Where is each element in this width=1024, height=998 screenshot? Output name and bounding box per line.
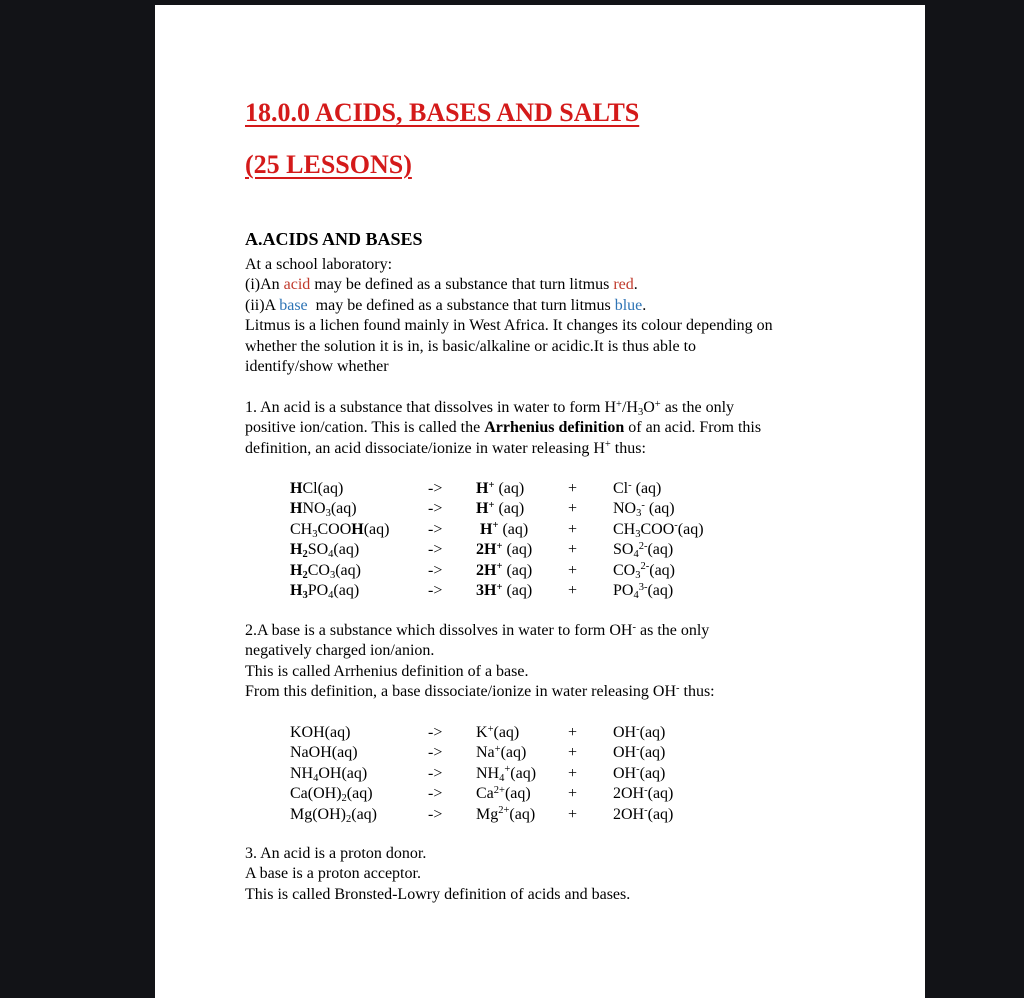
- text-run: (aq): [631, 480, 662, 497]
- equation-cation: [476, 581, 568, 601]
- subscript: 3: [329, 569, 336, 581]
- text-run: (aq): [639, 724, 666, 741]
- subscript: 3: [635, 569, 641, 581]
- text-run: (aq): [363, 520, 390, 538]
- text-run: may be defined as a substance that turn litmus: [310, 276, 614, 294]
- text-run: H: [290, 500, 303, 518]
- text-run: H: [290, 561, 303, 579]
- equation-reactant: [290, 805, 428, 825]
- superscript: +: [496, 561, 503, 573]
- subscript: 2: [341, 793, 347, 805]
- bronsted-lowry-paragraph: [245, 844, 865, 905]
- text-run: KOH(aq): [290, 724, 351, 741]
- text-run: OH: [613, 724, 637, 741]
- text-run: This is called Bronsted-Lowry definition of acids and bases.: [245, 885, 631, 903]
- superscript: +: [604, 439, 611, 451]
- equation-anion: [613, 581, 890, 601]
- subscript: 3: [312, 528, 318, 540]
- text-run: CH: [613, 520, 636, 538]
- equation-anion: [613, 479, 890, 499]
- equation-cation: [476, 743, 568, 763]
- equation-reactant: [290, 743, 428, 763]
- text-run: 3H: [476, 582, 497, 600]
- text-run: (i)An: [245, 276, 284, 294]
- equation-reactant: [290, 499, 428, 519]
- superscript: -: [676, 682, 680, 694]
- text-run: (aq): [502, 561, 533, 579]
- superscript: -: [636, 723, 640, 735]
- text-run: This is called Arrhenius definition of a base.: [245, 662, 529, 680]
- equation-anion: [613, 743, 890, 763]
- text-line: [245, 337, 865, 357]
- text-line: [245, 439, 865, 459]
- text-run: (aq): [346, 785, 373, 803]
- subscript: 4: [328, 590, 334, 602]
- text-run: may be defined as a substance that turn litmus: [307, 296, 615, 314]
- equation-arrow: ->: [428, 500, 443, 518]
- superscript: +: [496, 581, 503, 593]
- text-run: Litmus is a lichen found mainly in West Africa. It changes its colour depending on: [245, 317, 773, 335]
- text-run: .: [633, 276, 638, 294]
- superscript: 2+: [493, 784, 505, 796]
- text-run: A base is a proton acceptor.: [245, 865, 421, 883]
- text-run: (aq): [677, 520, 704, 538]
- text-line: [245, 296, 865, 316]
- equation-anion: [613, 561, 890, 581]
- superscript: 2+: [498, 805, 510, 817]
- text-run: (aq): [510, 764, 537, 782]
- superscript: -: [636, 743, 640, 755]
- subscript: 3: [302, 590, 308, 602]
- intro-paragraph: [245, 255, 865, 377]
- equation-reactant: [290, 520, 428, 540]
- superscript: 3-: [638, 581, 648, 593]
- subscript: 4: [633, 590, 639, 602]
- text-run: SO: [307, 541, 329, 559]
- text-run: At a school laboratory:: [245, 256, 393, 273]
- text-run: (aq): [509, 805, 536, 823]
- superscript: +: [492, 520, 499, 532]
- text-run: whether the solution it is in, is basic/alkaline or acidic.It is thus able to: [245, 337, 697, 355]
- text-line: [245, 621, 865, 641]
- text-run: Mg: [476, 805, 499, 823]
- text-line: [245, 864, 865, 884]
- equation-plus-sign: +: [568, 785, 578, 803]
- text-line: [245, 641, 865, 661]
- text-run: CO: [307, 561, 330, 579]
- equation-cation: [476, 764, 568, 784]
- equation-plus-sign: +: [568, 582, 578, 600]
- text-run: identify/show whether: [245, 358, 389, 376]
- text-run: Na: [476, 744, 495, 762]
- superscript: -: [632, 621, 636, 633]
- text-run: (aq): [335, 561, 361, 579]
- text-line: [245, 885, 865, 905]
- equation-reactant: [290, 723, 428, 743]
- equation-arrow: ->: [428, 724, 443, 741]
- text-run: 2H: [476, 541, 497, 559]
- text-run: (aq): [647, 805, 674, 823]
- equation-plus-sign: +: [568, 520, 578, 538]
- text-run: (aq): [502, 582, 533, 600]
- subscript: 3: [637, 407, 644, 418]
- text-run: (aq): [644, 500, 675, 518]
- superscript: -: [641, 499, 645, 511]
- text-run: as the only: [635, 622, 710, 639]
- equation-arrow: ->: [428, 744, 443, 762]
- text-run: thus:: [679, 683, 715, 701]
- superscript: +: [616, 398, 622, 410]
- equation-reactant: [290, 561, 428, 581]
- section-heading: A.ACIDS AND BASES: [245, 229, 423, 249]
- text-run: as the only: [660, 399, 735, 416]
- text-run: CH: [290, 520, 313, 538]
- text-run: (aq): [500, 744, 527, 762]
- equation-plus-sign: +: [568, 805, 578, 823]
- equation-cation: [476, 520, 568, 540]
- text-run: (aq): [647, 582, 674, 600]
- text-run: .: [642, 296, 647, 314]
- equation-plus-sign: +: [568, 724, 578, 741]
- text-run: Cl(aq): [302, 480, 344, 497]
- acid-ionization-table: [290, 479, 890, 601]
- text-run: (ii)A: [245, 296, 280, 314]
- equation-arrow: ->: [428, 764, 443, 782]
- equation-cation: [476, 540, 568, 560]
- text-run: CO: [613, 561, 636, 579]
- document-title-line2: (25 LESSONS): [245, 150, 412, 179]
- text-run: H: [476, 480, 489, 497]
- equation-anion: [613, 784, 890, 804]
- superscript: +: [487, 723, 494, 735]
- subscript: 3: [325, 508, 331, 520]
- equation-anion: [613, 520, 890, 540]
- equation-arrow: ->: [428, 480, 443, 497]
- superscript: 2-: [638, 540, 648, 552]
- equation-arrow: ->: [428, 582, 443, 600]
- text-run: H: [480, 520, 493, 538]
- text-run: red: [613, 276, 634, 294]
- text-run: SO: [613, 541, 634, 559]
- text-run: PO: [613, 582, 634, 600]
- acid-definition-paragraph: [245, 398, 865, 459]
- text-run: 2OH: [613, 805, 645, 823]
- equation-reactant: [290, 764, 428, 784]
- subscript: 2: [346, 813, 352, 825]
- text-run: 2.A base is a substance which dissolves in water to form OH: [245, 622, 633, 639]
- text-run: (aq): [494, 480, 525, 497]
- text-run: NaOH(aq): [290, 744, 358, 762]
- text-run: Mg(OH): [290, 805, 346, 823]
- text-run: OH: [613, 764, 637, 782]
- subscript: 2: [302, 569, 308, 581]
- text-run: Arrhenius definition: [484, 419, 625, 437]
- text-run: COO: [640, 520, 675, 538]
- text-run: Ca: [476, 785, 494, 803]
- subscript: 3: [635, 528, 641, 540]
- text-run: 2OH: [613, 785, 645, 803]
- superscript: -: [628, 479, 632, 491]
- equation-anion: [613, 723, 890, 743]
- subscript: 4: [633, 549, 639, 561]
- text-run: (aq): [639, 764, 666, 782]
- equation-reactant: [290, 784, 428, 804]
- text-run: (aq): [493, 724, 520, 741]
- equation-plus-sign: +: [568, 480, 578, 497]
- text-run: 2H: [476, 561, 497, 579]
- text-line: [245, 398, 865, 418]
- superscript: +: [494, 743, 501, 755]
- text-run: /H: [621, 399, 638, 416]
- document-page: [155, 5, 925, 998]
- superscript: -: [674, 520, 678, 532]
- text-run: Cl: [613, 480, 629, 497]
- equation-arrow: ->: [428, 541, 443, 559]
- text-run: OH: [613, 744, 637, 762]
- equation-plus-sign: +: [568, 561, 578, 579]
- equation-arrow: ->: [428, 520, 443, 538]
- text-line: [245, 255, 865, 275]
- equation-anion: [613, 540, 890, 560]
- text-run: NH: [476, 764, 500, 782]
- superscript: +: [654, 398, 661, 410]
- text-line: [245, 316, 865, 336]
- text-run: (aq): [498, 520, 529, 538]
- equation-arrow: ->: [428, 785, 443, 803]
- equation-reactant: [290, 581, 428, 601]
- text-line: [245, 418, 865, 438]
- text-run: K: [476, 724, 488, 741]
- text-run: (aq): [333, 582, 360, 600]
- equation-reactant: [290, 479, 428, 499]
- text-run: (aq): [504, 785, 531, 803]
- equation-cation: [476, 723, 568, 743]
- superscript: +: [496, 540, 503, 552]
- text-run: negatively charged ion/anion.: [245, 642, 435, 660]
- equation-cation: [476, 805, 568, 825]
- equation-cation: [476, 784, 568, 804]
- text-run: (aq): [647, 541, 674, 559]
- text-line: [245, 275, 865, 295]
- equation-plus-sign: +: [568, 764, 578, 782]
- text-line: [245, 844, 865, 864]
- base-definition-paragraph: [245, 621, 865, 703]
- text-run: 3. An acid is a proton donor.: [245, 845, 427, 862]
- equation-arrow: ->: [428, 805, 443, 823]
- text-run: acid: [283, 276, 311, 294]
- subscript: 3: [636, 508, 642, 520]
- text-run: (aq): [647, 785, 674, 803]
- equation-plus-sign: +: [568, 500, 578, 518]
- subscript: 4: [313, 772, 319, 784]
- equation-cation: [476, 499, 568, 519]
- text-run: H: [476, 500, 489, 518]
- text-run: NH: [290, 764, 314, 782]
- subscript: 2: [302, 549, 308, 561]
- text-run: positive ion/cation. This is called the: [245, 419, 485, 437]
- equation-cation: [476, 561, 568, 581]
- equation-anion: [613, 764, 890, 784]
- text-run: COO: [317, 520, 352, 538]
- equation-cation: [476, 479, 568, 499]
- text-run: (aq): [494, 500, 525, 518]
- text-line: [245, 662, 865, 682]
- equation-plus-sign: +: [568, 541, 578, 559]
- text-run: base: [279, 296, 308, 314]
- equation-anion: [613, 499, 890, 519]
- text-run: of an acid. From this: [624, 419, 762, 437]
- equation-arrow: ->: [428, 561, 443, 579]
- text-run: blue: [614, 296, 643, 314]
- equation-reactant: [290, 540, 428, 560]
- text-line: [245, 357, 865, 377]
- superscript: -: [644, 784, 648, 796]
- text-run: PO: [307, 582, 329, 600]
- superscript: +: [488, 479, 495, 491]
- text-run: (aq): [333, 541, 360, 559]
- text-line: [245, 682, 865, 702]
- text-run: Ca(OH): [290, 785, 342, 803]
- text-run: (aq): [351, 805, 378, 823]
- text-run: OH(aq): [318, 764, 368, 782]
- text-run: (aq): [649, 561, 675, 579]
- subscript: 4: [499, 772, 505, 784]
- superscript: -: [636, 764, 640, 776]
- superscript: +: [488, 499, 495, 511]
- text-run: H: [290, 582, 303, 600]
- subscript: 4: [328, 549, 334, 561]
- text-run: thus:: [610, 439, 646, 457]
- text-run: NO: [613, 500, 637, 518]
- text-run: H: [290, 480, 303, 497]
- text-run: From this definition, a base dissociate/ionize in water releasing OH: [245, 683, 676, 701]
- base-ionization-table: [290, 723, 890, 825]
- equation-plus-sign: +: [568, 744, 578, 762]
- superscript: -: [644, 805, 648, 817]
- text-run: (aq): [330, 500, 357, 518]
- superscript: 2-: [640, 561, 650, 573]
- document-title-line1: 18.0.0 ACIDS, BASES AND SALTS: [245, 98, 640, 127]
- text-run: H: [290, 541, 303, 559]
- text-run: (aq): [639, 744, 666, 762]
- equation-anion: [613, 805, 890, 825]
- text-run: definition, an acid dissociate/ionize in water releasing H: [245, 439, 605, 457]
- text-run: 1. An acid is a substance that dissolves in water to form H: [245, 399, 617, 416]
- superscript: +: [504, 764, 511, 776]
- text-run: O: [643, 399, 655, 416]
- text-run: (aq): [502, 541, 533, 559]
- text-run: H: [351, 520, 364, 538]
- text-run: NO: [302, 500, 326, 518]
